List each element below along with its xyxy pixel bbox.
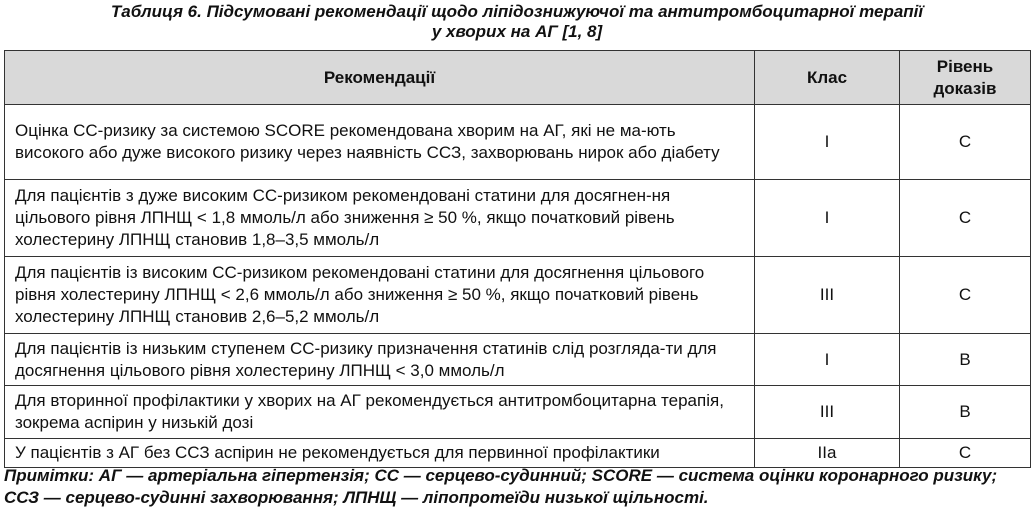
row-class: III: [755, 386, 900, 439]
table-row: [5, 334, 1031, 386]
table-row: [5, 180, 1031, 257]
row-recommendation: Для пацієнтів із високим СС-ризиком рекомендовані статини для досягнення цільового рівня холестерину ЛПНЩ < 2,6 ммоль/л або зниження ≥ 50 %, якщо початковий рівень холестерину ЛПНЩ становив 2,6–5,2 ммоль/л: [5, 257, 755, 334]
table-notes: Примітки: АГ — артеріальна гіпертензія; СС — серцево-судинний; SCORE — система оцінки коронарного ризику; ССЗ — серцево-судинні захворювання; ЛПНЩ — ліпопротеїди низької щільності.: [4, 466, 998, 507]
table-row: [5, 439, 1031, 468]
row-evidence: C: [900, 439, 1031, 468]
row-evidence: B: [900, 386, 1031, 439]
row-recommendation: Для пацієнтів з дуже високим СС-ризиком рекомендовані статини для досягнен-ня цільового рівня ЛПНЩ < 1,8 ммоль/л або зниження ≥ 50 %, якщо початковий рівень холестерину ЛПНЩ становив 1,8–3,5 ммоль/л: [5, 180, 755, 257]
row-evidence: C: [900, 105, 1031, 180]
table-row: [5, 386, 1031, 439]
table-row: [5, 257, 1031, 334]
row-class: I: [755, 180, 900, 257]
row-evidence: C: [900, 257, 1031, 334]
recommendations-table: [4, 50, 1031, 468]
row-recommendation: Для вторинної профілактики у хворих на АГ рекомендується антитромбоцитарна терапія, зокрема аспірин у низькій дозі: [5, 386, 755, 439]
table-header-row: [5, 51, 1031, 105]
row-recommendation: Для пацієнтів із низьким ступенем СС-ризику призначення статинів слід розгляда-ти для досягнення цільового рівня холестерину ЛПНЩ < 3,0 ммоль/л: [5, 334, 755, 386]
row-class: IIa: [755, 439, 900, 468]
row-recommendation: У пацієнтів з АГ без ССЗ аспірин не рекомендується для первинної профілактики: [5, 439, 755, 468]
row-class: I: [755, 334, 900, 386]
row-recommendation: Оцінка СС-ризику за системою SCORE рекомендована хворим на АГ, які не ма-ють високого або дуже високого ризику через наявність ССЗ, захворювань нирок або діабету: [5, 105, 755, 180]
row-class: I: [755, 105, 900, 180]
row-class: III: [755, 257, 900, 334]
row-evidence: B: [900, 334, 1031, 386]
header-recommendations: Рекомендації: [5, 51, 755, 105]
header-class: Клас: [755, 51, 900, 105]
table-row: [5, 105, 1031, 180]
caption-line-2: у хворих на АГ [1, 8]: [431, 22, 603, 41]
row-evidence: C: [900, 180, 1031, 257]
table-caption: [0, 2, 1034, 42]
caption-line-1: Таблиця 6. Підсумовані рекомендації щодо ліпідознижуючої та антитромбоцитарної терапії: [110, 2, 924, 21]
header-evidence-level: Рівень доказів: [900, 51, 1031, 105]
